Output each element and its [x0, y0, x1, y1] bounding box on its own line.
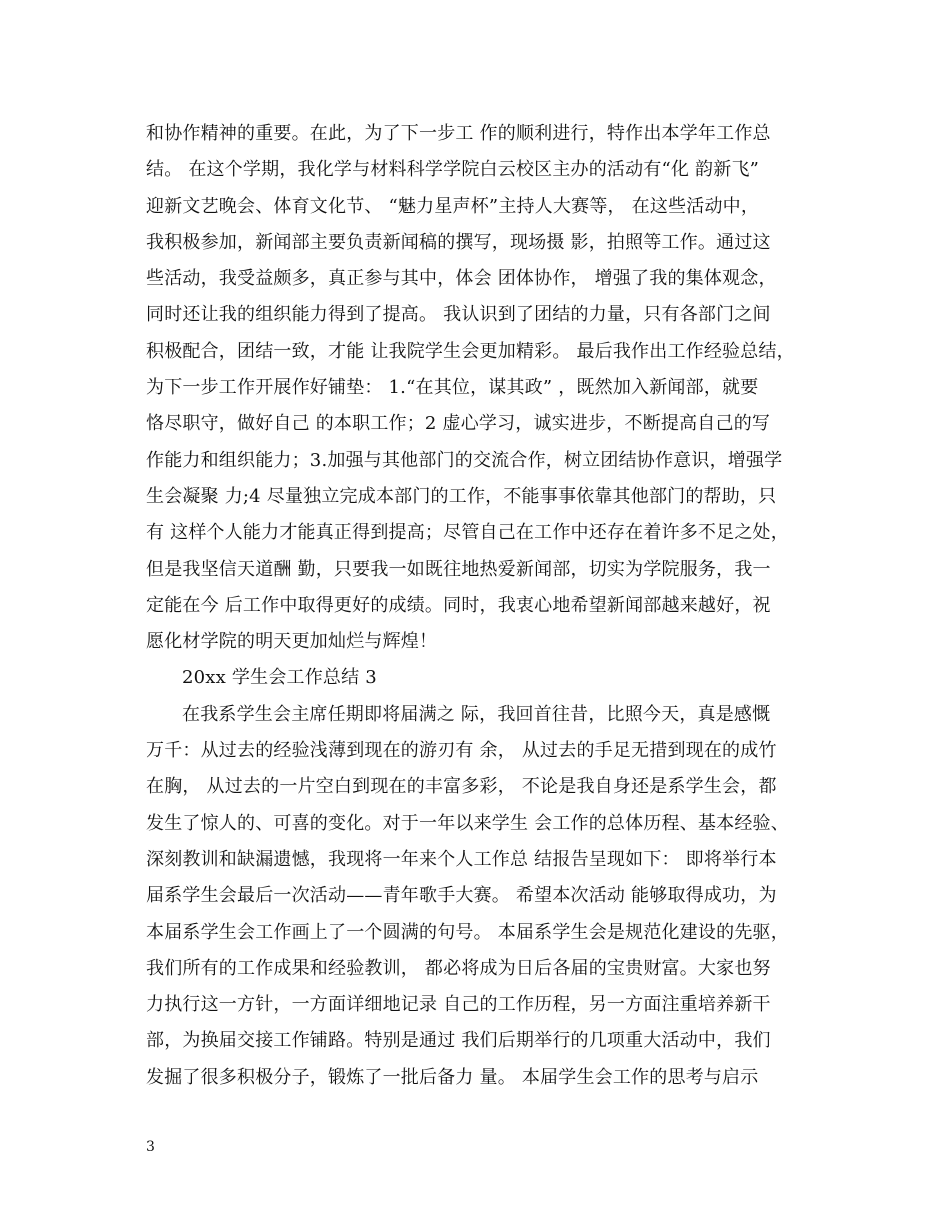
section-heading: 20xx 学生会工作总结 3	[182, 667, 377, 689]
page-number: 3	[146, 1139, 155, 1155]
text-line: 我们所有的工作成果和经验教训， 都必将成为日后各届的宝贵财富。大家也努	[146, 957, 771, 979]
text-line: 些活动，我受益颇多，真正参与其中，体会 团体协作， 增强了我的集体观念，	[146, 268, 777, 290]
text-line: 发生了惊人的、可喜的变化。对于一年以来学生 会工作的总体历程、基本经验、	[146, 812, 789, 834]
text-line: 为下一步工作开展作好铺垫： 1.“在其位，谋其政” ，既然加入新闻部，就要	[146, 377, 759, 399]
text-line: 本届系学生会工作画上了一个圆满的句号。 本届系学生会是规范化建设的先驱，	[146, 921, 789, 943]
text-line: 积极配合，团结一致，才能 让我院学生会更加精彩。 最后我作出工作经验总结，	[146, 340, 795, 362]
text-line: 部，为换届交接工作铺路。特别是通过 我们后期举行的几项重大活动中，我们	[146, 1030, 771, 1052]
text-line: 届系学生会最后一次活动——青年歌手大赛。 希望本次活动 能够取得成功，为	[146, 885, 777, 907]
text-line: 我积极参加，新闻部主要负责新闻稿的撰写，现场摄 影，拍照等工作。通过这	[146, 231, 771, 253]
text-line: 力执行这一方针，一方面详细地记录 自己的工作历程，另一方面注重培养新干	[146, 994, 771, 1016]
text-line: 恪尽职守，做好自己 的本职工作；2 虚心学习，诚实进步，不断提高自己的写	[146, 413, 771, 435]
text-line: 生会凝聚 力;4 尽量独立完成本部门的工作，不能事事依靠其他部门的帮助，只	[146, 485, 777, 507]
text-line: 作能力和组织能力；3.加强与其他部门的交流合作，树立团结协作意识，增强学	[146, 449, 783, 471]
text-line: 在我系学生会主席任期即将届满之 际，我回首往昔，比照今天，真是感慨	[182, 703, 771, 725]
text-line: 结。 在这个学期，我化学与材料科学学院白云校区主办的活动有“化 韵新飞”	[146, 159, 760, 181]
text-line: 万千：从过去的经验浅薄到现在的游刃有 余， 从过去的手足无措到现在的成竹	[146, 740, 777, 762]
text-line: 有 这样个人能力才能真正得到提高；尽管自己在工作中还存在着许多不足之处，	[146, 522, 789, 544]
text-line: 定能在今 后工作中取得更好的成绩。同时，我衷心地希望新闻部越来越好，祝	[146, 594, 771, 616]
text-line: 在胸， 从过去的一片空白到现在的丰富多彩， 不论是我自身还是系学生会，都	[146, 776, 777, 798]
text-line: 迎新文艺晚会、体育文化节、 “魅力星声杯”主持人大赛等， 在这些活动中，	[146, 195, 760, 217]
text-line: 但是我坚信天道酬 勤，只要我一如既往地热爱新闻部，切实为学院服务，我一	[146, 558, 771, 580]
text-line: 愿化材学院的明天更加灿烂与辉煌！	[146, 631, 438, 653]
document-body	[146, 116, 806, 1096]
text-line: 深刻教训和缺漏遗憾，我现将一年来个人工作总 结报告呈现如下： 即将举行本	[146, 848, 777, 870]
text-line: 和协作精神的重要。在此，为了下一步工 作的顺利进行，特作出本学年工作总	[146, 123, 771, 144]
text-line: 发掘了很多积极分子，锻炼了一批后备力 量。 本届学生会工作的思考与启示	[146, 1066, 759, 1088]
text-line: 同时还让我的组织能力得到了提高。 我认识到了团结的力量，只有各部门之间	[146, 304, 771, 326]
